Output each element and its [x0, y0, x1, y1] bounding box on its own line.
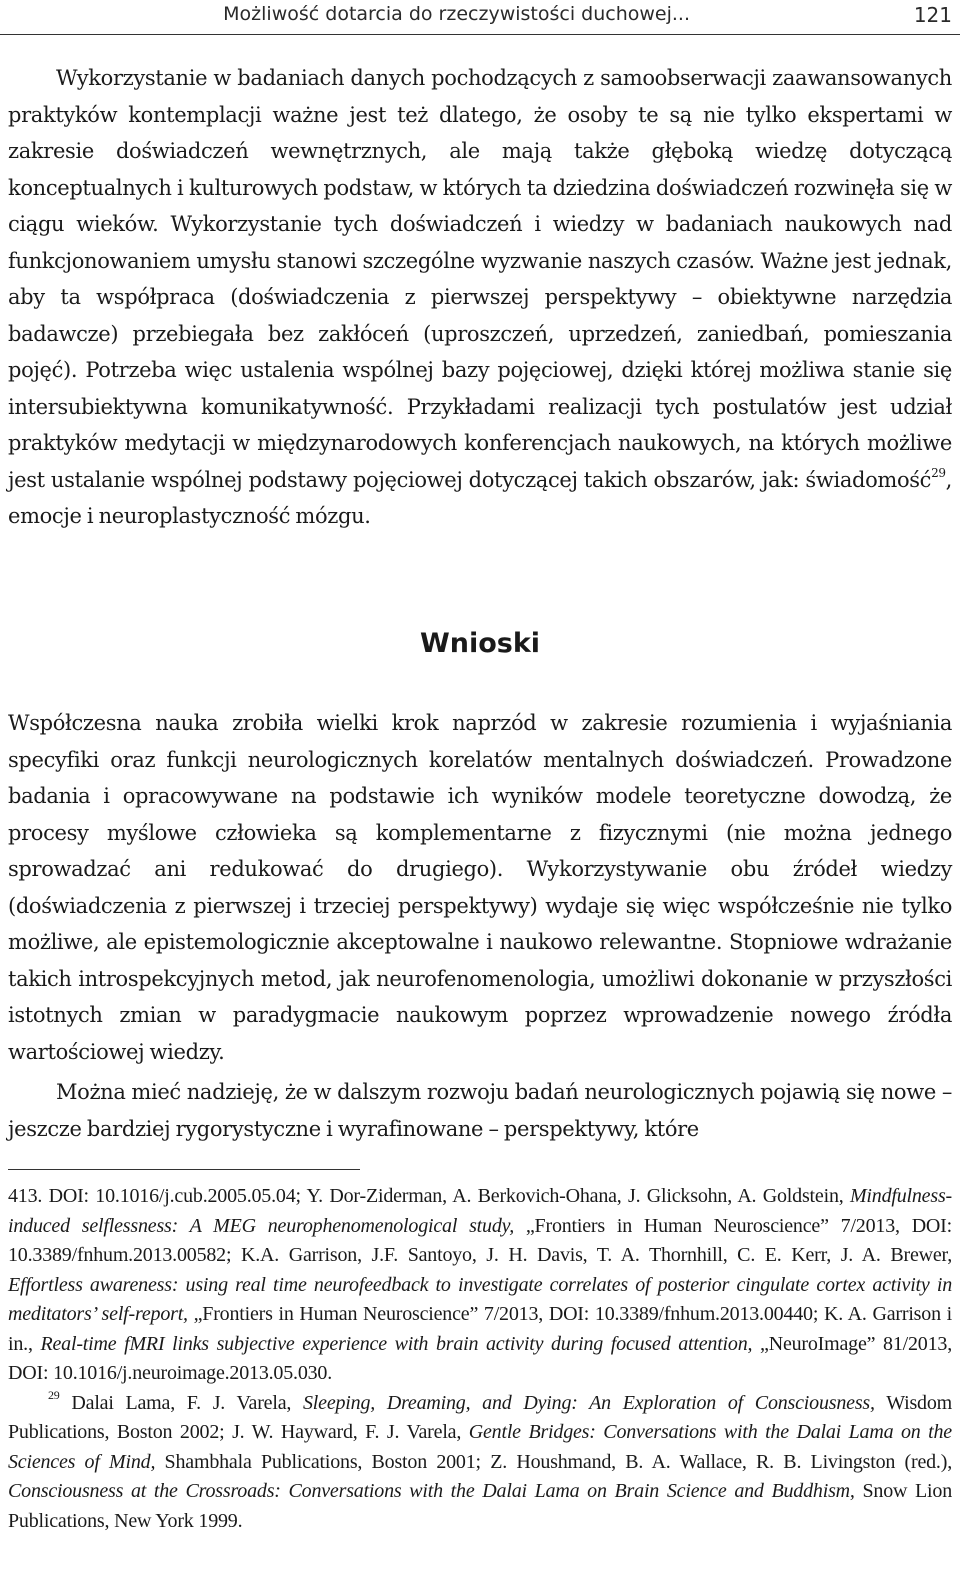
page-number: 121: [913, 3, 952, 27]
fn-text: „Frontiers in Human Neuroscience” 7/2013, DOI: 10.3389/fnhum.2013.00440; K. A. Garrison i in.,: [8, 1303, 952, 1355]
footnotes: [8, 1182, 952, 1536]
fn-text: Dalai Lama, F. J. Varela,: [59, 1391, 303, 1414]
fn-title: Sleeping, Dreaming, and Dying: An Exploration of Consciousness,: [302, 1391, 875, 1414]
footnote-continuation: [8, 1182, 952, 1389]
fn-title: Gentle Bridges: Conversations with the Dalai Lama on the Sciences of Mind,: [8, 1421, 952, 1473]
paragraph-3-text: Można mieć nadzieję, że w dalszym rozwoju badań neurologicznych pojawią się nowe – jeszcze bardziej rygorystyczne i wyrafinowane – perspektywy, które: [8, 1080, 952, 1141]
footnote-29: [8, 1389, 952, 1537]
paragraph-1-text: Wykorzystanie w badaniach danych pochodzących z samoobserwacji zaawansowanych praktyków kontemplacji ważne jest też dlatego, że osoby te są nie tylko ekspertami w zakresie doświadczeń wewnętrznych, ale mają także głęboką wiedzę dotyczącą konceptualnych i kulturowych podstaw, w których ta dziedzina doświadczeń rozwinęła się w ciągu wieków. Wykorzystanie tych doświadczeń i wiedzy w badaniach naukowych nad funkcjonowaniem umysłu stanowi szczególne wyzwanie naszych czasów. Ważne jest jednak, aby ta współpraca (doświadczenia z pierwszej perspektywy – obiektywne narzędzia badawcze) przebiegała bez zakłóceń (uproszczeń, uprzedzeń, zaniedbań, pomieszania pojęć). Potrzeba więc ustalenia wspólnej bazy pojęciowej, dzięki której możliwa stanie się intersubiektywna komunikatywność. Przykładami realizacji tych postulatów jest udział praktyków medytacji w międzynarodowych konferencjach naukowych, na których możliwe jest ustalanie wspólnej podstawy pojęciowej dotyczącej takich obszarów, jak: świadomość: [8, 66, 952, 492]
paragraph-3: [8, 1074, 952, 1147]
paragraph-2: Współczesna nauka zrobiła wielki krok naprzód w zakresie rozumienia i wyjaśniania specyfiki oraz funkcji neurologicznych korelatów mentalnych doświadczeń. Prowadzone badania i opracowywane na podstawie ich wyników modele teoretyczne dowodzą, że procesy myślowe człowieka są komplementarne z fizycznymi (nie można jednego sprowadzać ani redukować do drugiego). Wykorzystywanie obu źródeł wiedzy (doświadczenia z pierwszej i trzeciej perspektywy) wydaje się więc współcześnie nie tylko możliwe, ale epistemologicznie akceptowalne i naukowo relewantne. Stopniowe wdrażanie takich introspekcyjnych metod, jak neurofenomenologia, umożliwi dokonanie w przyszłości istotnych zmian w paradygmacie naukowym poprzez wprowadzenie nowego źródła wartościowej wiedzy.: [8, 711, 952, 1064]
fn-title: Consciousness at the Crossroads: Conversations with the Dalai Lama on Brain Science and Buddhism,: [8, 1480, 855, 1502]
footnote-number: 29: [48, 1387, 60, 1402]
footnote-rule: [8, 1169, 360, 1170]
fn-text: „NeuroImage” 81/2013, DOI: 10.1016/j.neuroimage.2013.05.030.: [8, 1332, 952, 1384]
fn-title: Real-time fMRI links subjective experience with brain activity during focused attention,: [40, 1332, 753, 1355]
fn-text: Shambhala Publications, Boston 2001; Z. Houshmand, B. A. Wallace, R. B. Livingston (red.),: [155, 1450, 952, 1473]
fn-text: 413. DOI: 10.1016/j.cub.2005.05.04; Y. Dor-Ziderman, A. Berkovich-Ohana, J. Glicksohn, A. Goldstein,: [8, 1185, 850, 1207]
section-heading: Wnioski: [419, 628, 541, 659]
fn-title: Effortless awareness: using real time neurofeedback to investigate correlates of posterior cingulate cortex activity in meditators’ self-report,: [8, 1273, 952, 1325]
footnote-ref-29[interactable]: 29: [931, 465, 946, 480]
running-head: [0, 0, 960, 34]
running-title: Możliwość dotarcia do rzeczywistości duchowej...: [223, 3, 690, 25]
paragraph-1-text-end: , emocje i neuroplastyczność mózgu.: [8, 467, 952, 528]
paragraph-1: [8, 60, 952, 535]
fn-text: Snow Lion Publications, New York 1999.: [8, 1480, 952, 1532]
header-rule: [0, 34, 960, 35]
fn-text: Wisdom Publications, Boston 2002; J. W. Hayward, F. J. Varela,: [8, 1391, 952, 1443]
fn-title: Mindfulness-induced selflessness: A MEG neurophenomenological study,: [8, 1185, 952, 1237]
fn-text: „Frontiers in Human Neuroscience” 7/2013, DOI: 10.3389/fnhum.2013.00582; K.A. Garrison, J.F. Santoyo, J. H. Davis, T. A. Thornhill, C. E. Kerr, J. A. Brewer,: [8, 1214, 952, 1266]
